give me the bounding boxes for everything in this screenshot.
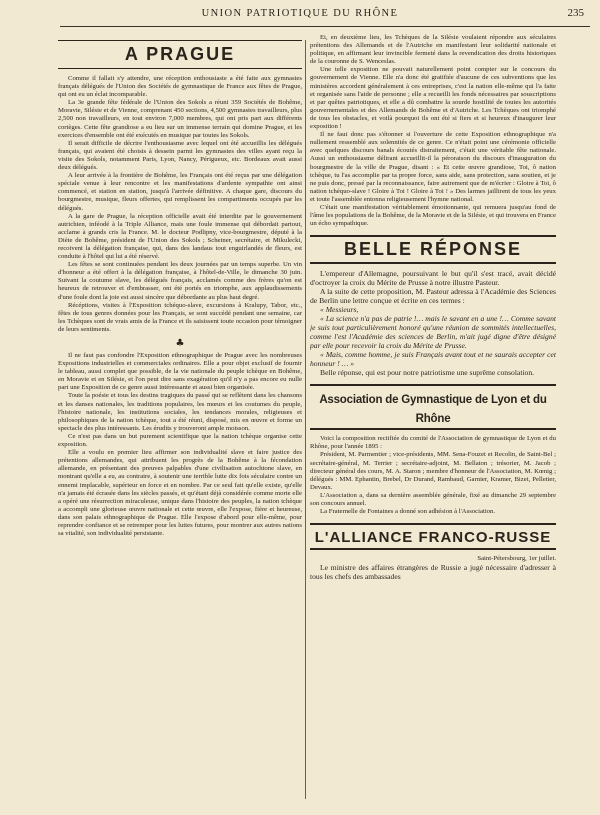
article-title-reponse: BELLE RÉPONSE — [343, 239, 523, 260]
paragraph: Ce n'est pas dans un but purement scientifique que la nation tchèque organise cette exposition. — [58, 432, 302, 449]
paragraph: Une telle exposition ne pouvait naturellement point compter sur le concours du gouvernement de Vienne. Elle n'a donc été gratifiée d'aucune de ces subventions que les ministères accordent généralement à ces entreprises, c'est la nation elle-même qui l'a faite et organisée sans l'aide de personne ; elle a recueilli les fonds nécessaires par souscriptions et par quêtes patriotiques, et elle a dû combattre la sourde hostilité de toutes les autorités gouvernementales et des Allemands de Bohême et d'Autriche. Les Tchèques ont triomphé de tous les obstacles, et voilà pourquoi ils ont été si fiers et si heureux d'inaugurer leur exposition ! — [310, 66, 556, 131]
paragraph: L'Association a, dans sa dernière assemblée générale, fixé au dimanche 29 septembre son concours annuel. — [310, 491, 556, 507]
left-column — [58, 34, 302, 809]
exposition-article-body — [58, 352, 302, 538]
paragraph: A la gare de Prague, la réception officielle avait été interdite par le gouvernement autrichien, inféodé à la Triple Alliance, mais une foule immense qui débordait partout, acclame à grands cris la France. M. le docteur Podlipny, vice-bourgmestre, député à la Diète de Bohême, président de l'Union des Sokols ; Scheiner, secrétaire, et Mikulecki, recoivent la délégation française, qui, dans des landaus tout enguirlandés de fleurs, est conduite à l'hôtel qui lui a été réservé. — [58, 212, 302, 261]
right-column — [310, 34, 556, 809]
paragraph: La 3e grande fête fédérale de l'Union des Sokols a réuni 359 Sociétés de Bohême, Moravie, Silésie et de Vienne, comprenant 450 sections, 4,500 gymnastes travailleurs, plus 2,500 non travailleurs, en tout environ 7,000 membres, qui ont pris part aux différents cortèges. Cette fête grandiose a eu lieu sur un immense terrain qui domine Prague, et les exercices d'ensemble ont été exécutés en musique par toutes les Sokols. — [58, 99, 302, 139]
paragraph: Belle réponse, qui est pour notre patriotisme une suprême consolation. — [320, 368, 535, 378]
paragraph: Récéptions, visites à l'Exposition tchéquo-slave, excursions à Kralupy, Tabor, etc., fêtes de tous genres données pour les Français, se sont succédé pendant une semaine, car les Tchèques sont de vrais amis de la France et ils saisissent toute occasion pour témoigner de leurs sentiments. — [58, 301, 302, 333]
paragraph: Il serait difficile de décrire l'enthousiasme avec lequel ont été accueillis les délégués français, qui avaient été choisis à dessein parmi les gymnastes des villes ayant reçu la visite des Sokols, notamment Paris, Lyon, Nancy, Périgueux, etc. Bordeaux avait aussi deux délégués. — [58, 139, 302, 172]
paragraph: Les fêtes se sont continuées pendant les deux journées par un temps superbe. Un vin d'honneur a été offert à la délégation française, à l'hôtel-de-Ville, le dimanche 30 juin. Suivant la coutume slave, les délégués français, acclamés comme des frères qu'on est heureux de retrouver et d'embrasser, ont été portés en triomphe, aux applaudissements d'une foule dont la joie est aussi sincère que débordante au plus haut degré. — [58, 261, 302, 301]
paragraph: C'était une manifestation véritablement émotionnante, qui remuera jusqu'au fond de l'âme les populations de la Bohême, de la Moravie et de la Silésie, et qui trouvera en France un écho sympathique. — [310, 203, 556, 228]
paragraph: L'empereur d'Allemagne, poursuivant le but qu'il s'est tracé, avait décidé d'octroyer la croix du Mérite de Prusse à notre illustre Pasteur. — [310, 269, 556, 288]
quote-line: « Mais, comme homme, je suis Français avant tout et ne saurais accepter cet honneur ! … » — [310, 350, 556, 369]
quote-line: « La science n'a pas de patrie !… mais le savant en a une !… Comme savant je suis tout particulièrement honoré qu'une réunion de sommités intellectuelles, comme l'est l'Académie des sciences de Berlin, m'ait jugé digne d'être désigné par elle pour recevoir la croix du Mérite de Prusse. — [310, 314, 556, 351]
association-article-body — [310, 435, 556, 516]
reponse-article-body — [310, 269, 556, 377]
paragraph: Le ministre des affaires étrangères de Russie a jugé nécessaire d'adresser à tous les chefs des ambassades — [310, 563, 556, 582]
exposition-article-continued — [310, 34, 556, 228]
paragraph: Comme il fallait s'y attendre, une réception enthousiaste a été faite aux gymnastes français délégués de l'Union des Sociétés de gymnastique de France aux fêtes de Prague, qui ont eu un éclat incomparable. — [58, 75, 302, 99]
paragraph: Elle a voulu en premier lieu affirmer son individualité slave et faire justice des prétentions allemandes, qui attribuent les progrès de la Bohême à la fécondation allemande, en présentant des preuves palpables d'une civilisation autochtone slave, en montrant qu'elle a eu, au contraire, à soutenir une terrible lutte dix fois séculaire contre un ennemi implacable, supérieur en force et en nombre. Par ce seul fait qu'elle existe, qu'elle n'a jamais été écrasée dans les siècles passés, et qu'étant déjà considérée comme morte elle a opéré une résurrection miraculeuse, unique dans l'histoire des peuples, la nation tchèque a accompli une glorieuse œuvre nationale et cette œuvre, elle l'expose, fière et heureuse, dans son palais ethnographique de Prague. Elle l'expose d'abord pour elle-même, pour reprendre confiance et se retremper pour les luttes futures, pour montrer aux autres nations sa vitalité, son individualité persistante. — [58, 449, 302, 538]
heading-belle-reponse — [310, 235, 556, 264]
running-title: UNION PATRIOTIQUE DU RHÔNE — [201, 8, 399, 19]
paragraph: Voici la composition rectifiée du comité de l'Association de gymnastique de Lyon et du Rhône, pour l'année 1895 : — [310, 435, 556, 451]
paragraph: La Fraternelle de Fontaines a donné son adhésion à l'Association. — [320, 508, 496, 516]
paragraph: Président, M. Parmentier ; vice-présidents, MM. Sena-Fouzet et Recolin, de Saint-Bel ; secrétaire-général, M. Terrier ; secrétaire-adjoint, M. Bellaton ; trésorier, M. Jacob ; directeur général des cours, M. A. Staron ; membre d'honneur de l'Association, M. Kœnig ; délégués : MM. Ephantin, Brebel, Dr Durand, Rambaud, Garnier, Kramer, Bizet, Pelletier, Devaux. — [310, 451, 556, 491]
paragraph: A la suite de cette proposition, M. Pasteur adressa à l'Académie des Sciences de Berlin une lettre conçue et écrite en ces termes : — [310, 287, 556, 306]
article-title-prague: A PRAGUE — [58, 40, 302, 69]
club-ornament-icon: ♣ — [175, 338, 185, 349]
dateline: Saint-Pétersbourg, 1er juillet. — [477, 555, 556, 563]
alliance-article-body — [310, 555, 556, 581]
paragraph: Toute la poésie et tous les destins tragiques du passé qui se reflètent dans les chansons et les danses nationales, les traditions populaires, les mœurs et les coutumes du peuple, l'histoire nationale, les institutions sociales, les tendances morales, religieuses et philosophiques de la nation tchèque, tout a été réuni, disposé, mis en œuvre et forme un spectacle des plus intéressants. Les érudits y trouveront ample moisson. — [58, 392, 302, 432]
page-number: 235 — [567, 7, 584, 19]
article-title-association: Association de Gymnastique de Lyon et du Rhône — [319, 394, 547, 426]
header-rule — [60, 26, 590, 27]
column-divider — [305, 40, 306, 799]
paragraph: Et, en deuxième lieu, les Tchèques de la Silésie voulaient répondre aux séculaires prétentions des Allemands et de l'Autriche en manifestant leur solidarité nationale et politique, en affirmant leur invincible fermeté dans la revendication des droits historiques de la couronne de S. Wenceslas. — [310, 34, 556, 66]
heading-alliance — [310, 523, 556, 550]
article-title-alliance: L'ALLIANCE FRANCO-RUSSE — [314, 529, 552, 547]
paragraph: Il ne faut donc pas s'étonner si l'ouverture de cette Exposition ethnographique n'a nullement ressemblé aux solennités de ce genre. Ce n'était point une cérémonie officielle avec quelques discours banals écoutés distraitement, c'était une véritable fête nationale. Aussi un enthousiasme délirant accueillit-il la péroraison du discours d'inauguration du bourgmestre de la ville de Prague, disant : « Et cette œuvre grandiose, Toi, ô nation tchèque, tu l'as accomplie par ta propre force, sans aide, sans protection, sans soutien, et je ne puis donc, pressé par la reconnaissance, faire autrement que de m'écrier : Gloire à Toi, ô nation tchéquo-slave ! Gloire à Toi ! Gloire à Toi ! » Des larmes jaillirent de tous les yeux et toute l'assemblée entonna religieusement l'hymne national. — [310, 131, 556, 203]
paragraph: A leur arrivée à la frontière de Bohême, les Français ont été reçus par une délégation spéciale venue à leur rencontre et les manifestations d'ardente sympathie ont ainsi commencé, et station en station, jusqu'à l'arrivée définitive. A chaque gare, discours du bourgmestre, musique, fleurs offertes, qui remplissent les compartiments occupés par les délégués. — [58, 172, 302, 212]
running-header — [0, 0, 600, 30]
paragraph: Il ne faut pas confondre l'Exposition ethnographique de Prague avec les nombreuses Expositions industrielles et commerciales ordinaires. Elle a pour objet exclusif de fournir le tableau, aussi complet que possible, de la vie nationale du peuple tchèque en Bohême, en Moravie et en Silésie, et l'on peut dire sans exagération qu'il n'y a pas encore eu nulle part une Exposition de ce genre aussi intéressante et aussi bien organisée. — [58, 352, 302, 392]
heading-association — [310, 384, 556, 430]
prague-article-body — [58, 75, 302, 334]
quote-line: « Messieurs, — [320, 305, 359, 315]
